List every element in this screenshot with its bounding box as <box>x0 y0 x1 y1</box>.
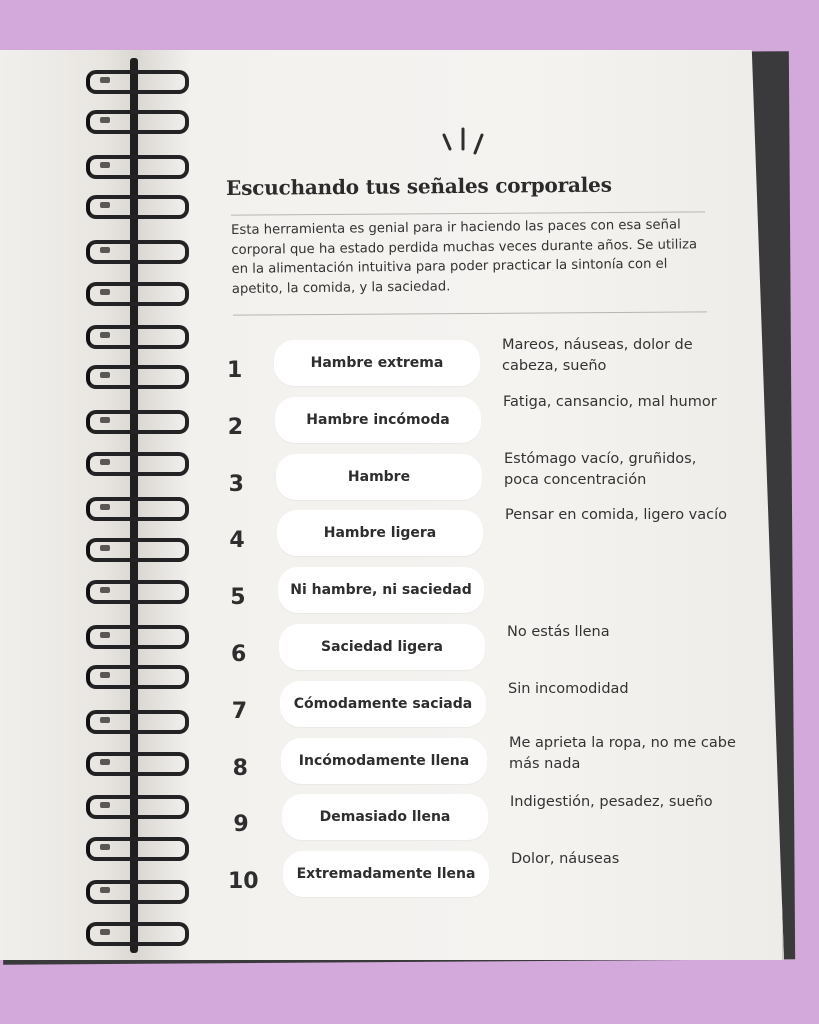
scale-number: 5 <box>230 585 246 611</box>
scale-level-pill: Hambre ligera <box>277 510 483 556</box>
scale-description: Estómago vacío, gruñidos, poca concentración <box>504 450 697 488</box>
scale-number: 9 <box>233 812 249 838</box>
intro-divider <box>233 311 707 315</box>
scale-description: Fatiga, cansancio, mal humor <box>503 393 717 410</box>
scale-level-pill: Saciedad ligera <box>279 624 485 670</box>
title-divider <box>231 211 705 215</box>
scale-level-pill: Hambre <box>276 454 482 500</box>
sparkle-rays-icon <box>438 125 498 161</box>
scale-number: 7 <box>231 698 248 724</box>
page-title: Escuchando tus señales corporales <box>226 172 612 200</box>
scale-level-pill: Extremadamente llena <box>283 851 489 897</box>
scale-level-pill: Ni hambre, ni saciedad <box>278 567 484 613</box>
scale-description: Pensar en comida, ligero vacío <box>505 507 728 524</box>
scale-number: 2 <box>227 414 244 440</box>
scale-level-pill: Hambre incómoda <box>275 397 481 443</box>
scale-number: 1 <box>227 358 243 383</box>
scale-description: No estás llena <box>507 624 610 640</box>
scale-number: 3 <box>228 471 244 497</box>
scale-description: Mareos, náuseas, dolor de cabeza, sueño <box>502 337 693 374</box>
scale-description: Me aprieta la ropa, no me cabe más nada <box>509 734 736 772</box>
intro-paragraph: Esta herramienta es genial para ir haciendo las paces con esa señal corporal que ha estado perdida muchas veces durante años. Se utiliza en la alimentación intuitiva para poder practicar la sintonía con el apetito, la comida, y la saciedad. <box>231 217 698 297</box>
scale-number: 8 <box>232 755 248 781</box>
scale-level-pill: Incómodamente llena <box>281 738 487 784</box>
scale-description: Indigestión, pesadez, sueño <box>510 794 713 811</box>
scale-level-pill: Cómodamente saciada <box>280 681 486 727</box>
scale-number: 6 <box>231 642 247 667</box>
scale-level-pill: Demasiado llena <box>282 794 488 840</box>
scale-description: Sin incomodidad <box>508 680 629 697</box>
scale-level-pill: Hambre extrema <box>274 340 480 386</box>
scale-number: 10 <box>228 869 259 895</box>
scale-number: 4 <box>229 528 245 554</box>
scale-description: Dolor, náuseas <box>511 851 620 868</box>
